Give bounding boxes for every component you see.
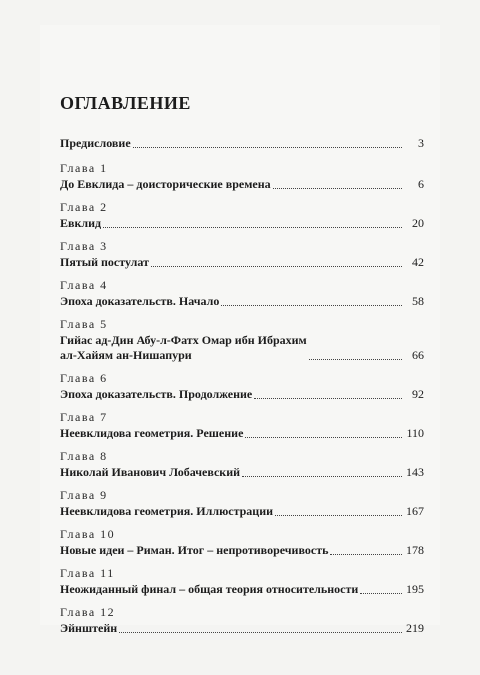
entry-title: Неевклидова геометрия. Решение [60, 426, 244, 440]
page-number: 3 [418, 136, 424, 150]
chapter-label: Глава 4 [60, 278, 108, 292]
entry-title: Новые идеи – Риман. Итог – непротиворечивость [60, 543, 329, 557]
page-number: 58 [412, 294, 424, 308]
toc-line [60, 465, 424, 480]
toc-line [60, 255, 424, 270]
toc-line [60, 582, 424, 597]
entry-title: Николай Иванович Лобачевский [60, 465, 241, 479]
chapter-label: Глава 5 [60, 317, 108, 331]
toc-entry [60, 200, 424, 231]
toc-line [60, 426, 424, 441]
toc-heading: ОГЛАВЛЕНИЕ [60, 93, 191, 113]
toc-line [60, 333, 424, 363]
entry-title: Эйнштейн [60, 621, 118, 635]
entry-title: Евклид [60, 216, 102, 230]
dot-leader [245, 437, 402, 438]
dot-leader [254, 398, 402, 399]
dot-leader [151, 266, 402, 267]
entry-title: Неевклидова геометрия. Иллюстрации [60, 504, 274, 518]
toc-entry [60, 371, 424, 402]
toc-entry [60, 161, 424, 192]
dot-leader [221, 305, 402, 306]
toc-entry [60, 410, 424, 441]
toc-entry [60, 278, 424, 309]
toc-line [60, 216, 424, 231]
toc-line [60, 387, 424, 402]
dot-leader [360, 593, 402, 594]
dot-leader [273, 188, 402, 189]
chapter-label: Глава 9 [60, 488, 108, 502]
page-number: 42 [412, 255, 424, 269]
toc-line [60, 543, 424, 558]
toc-entry [60, 605, 424, 636]
chapter-label: Глава 1 [60, 161, 108, 175]
toc-line [60, 136, 424, 151]
chapter-label: Глава 2 [60, 200, 108, 214]
chapter-label: Глава 10 [60, 527, 116, 541]
dot-leader [119, 632, 402, 633]
dot-leader [242, 476, 402, 477]
page-number: 219 [406, 621, 424, 635]
toc-line [60, 177, 424, 192]
chapter-label: Глава 12 [60, 605, 116, 619]
toc-entry [60, 449, 424, 480]
toc-line [60, 621, 424, 636]
toc-line [60, 504, 424, 519]
page-number: 178 [406, 543, 424, 557]
dot-leader [275, 515, 402, 516]
page-number: 92 [412, 387, 424, 401]
page-number: 20 [412, 216, 424, 230]
entry-title: Пятый постулат [60, 255, 149, 269]
dot-leader [103, 227, 402, 228]
book-page [40, 25, 440, 635]
toc-entry [60, 566, 424, 597]
chapter-label: Глава 7 [60, 410, 108, 424]
entry-title: Предисловие [60, 136, 131, 150]
page-number: 167 [406, 504, 424, 518]
toc-entry-preface [60, 136, 424, 151]
entry-title: Эпоха доказательств. Продолжение [60, 387, 253, 401]
entry-title: До Евклида – доисторические времена [60, 177, 271, 191]
page-number: 195 [406, 582, 424, 596]
toc-entry [60, 317, 424, 363]
dot-leader [330, 554, 402, 555]
entry-title: Эпоха доказательств. Начало [60, 294, 220, 308]
page-number: 66 [412, 348, 424, 362]
chapter-label: Глава 6 [60, 371, 108, 385]
chapter-label: Глава 3 [60, 239, 108, 253]
entry-title: Гийас ад-Дин Абу-л-Фатх Омар ибн Ибрахим ал-Хайям ан-Нишапури [60, 333, 307, 362]
page-number: 6 [418, 177, 424, 191]
toc-entry [60, 488, 424, 519]
chapter-label: Глава 8 [60, 449, 108, 463]
toc-entry [60, 527, 424, 558]
toc-line [60, 294, 424, 309]
toc-entry [60, 239, 424, 270]
dot-leader [133, 147, 402, 148]
page-number: 143 [406, 465, 424, 479]
bleed-through-text [58, 39, 418, 87]
page-number: 110 [406, 426, 424, 440]
dot-leader [309, 359, 402, 360]
table-of-contents [60, 93, 424, 644]
entry-title: Неожиданный финал – общая теория относительности [60, 582, 359, 596]
chapter-label: Глава 11 [60, 566, 115, 580]
